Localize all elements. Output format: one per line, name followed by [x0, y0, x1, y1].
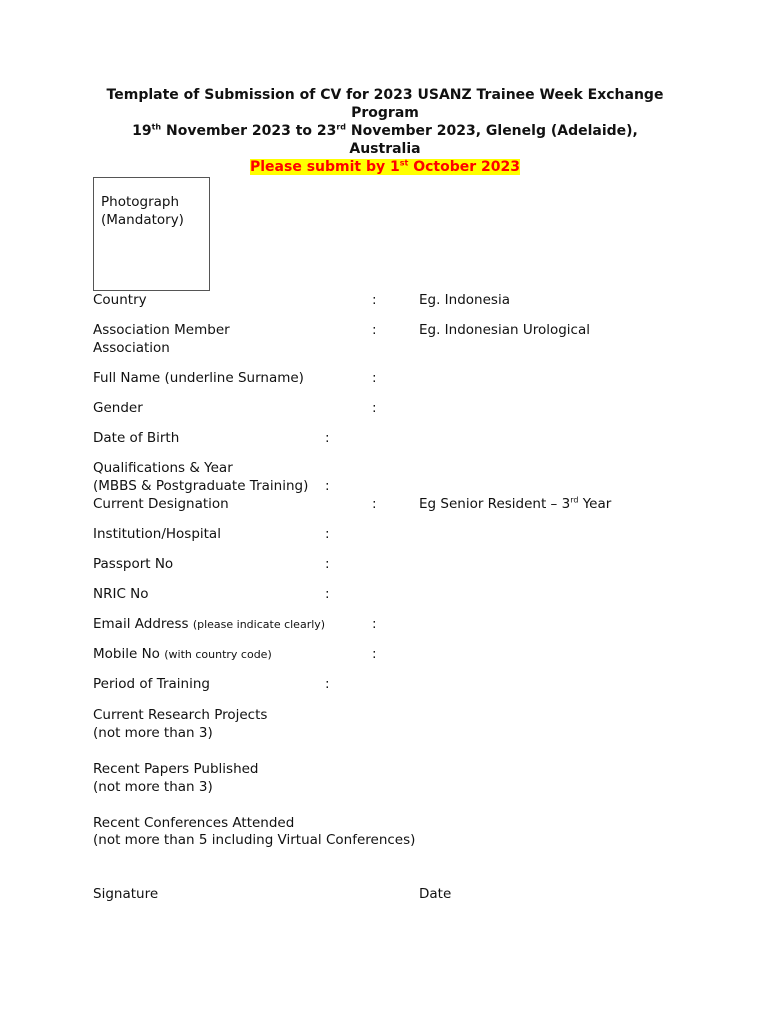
period-label: Period of Training	[93, 676, 210, 692]
gender-label: Gender	[93, 400, 143, 416]
designation-example	[419, 495, 611, 513]
papers-label-1: Recent Papers Published	[93, 761, 259, 777]
date-rest: November 2023, Glenelg (Adelaide),	[346, 123, 638, 139]
full-name-label: Full Name (underline Surname)	[93, 370, 304, 386]
photo-label-2: (Mandatory)	[101, 212, 184, 228]
title-line-1: Template of Submission of CV for 2023 USANZ Trainee Week Exchange	[106, 87, 664, 103]
association-label-1: Association Member	[93, 322, 230, 338]
mobile-label: Mobile No	[93, 646, 160, 662]
date-start-sup: th	[151, 122, 162, 132]
qualifications-label-1: Qualifications & Year	[93, 460, 233, 476]
date-mid: November 2023 to 23	[161, 123, 337, 139]
designation-label: Current Designation	[93, 496, 229, 512]
research-label-2: (not more than 3)	[93, 725, 213, 741]
photo-label-1: Photograph	[101, 194, 180, 210]
passport-label: Passport No	[93, 556, 174, 572]
gender-colon: :	[372, 400, 377, 416]
designation-example-pre: Eg Senior Resident – 3	[419, 496, 571, 512]
submit-pre: Please submit by 1	[250, 159, 400, 175]
passport-colon: :	[325, 556, 330, 572]
association-colon: :	[372, 322, 377, 338]
designation-colon: :	[372, 496, 377, 512]
signature-label: Signature	[93, 886, 159, 902]
association-example: Eg. Indonesian Urological	[419, 322, 590, 338]
dob-label: Date of Birth	[93, 430, 180, 446]
date-end-sup: rd	[336, 122, 347, 132]
mobile-colon: :	[372, 646, 377, 662]
title-dates	[0, 122, 770, 140]
submit-sup: st	[399, 158, 409, 168]
period-colon: :	[325, 676, 330, 692]
nric-label: NRIC No	[93, 586, 149, 602]
email-hint: (please indicate clearly)	[192, 618, 326, 631]
papers-label-2: (not more than 3)	[93, 779, 213, 795]
submit-deadline	[0, 158, 770, 176]
date-label: Date	[419, 886, 452, 902]
email-colon: :	[372, 616, 377, 632]
full-name-colon: :	[372, 370, 377, 386]
dob-colon: :	[325, 430, 330, 446]
title-line-4: Australia	[349, 141, 421, 157]
country-example: Eg. Indonesia	[419, 292, 510, 308]
photograph-box[interactable]	[93, 177, 210, 291]
designation-example-post: Year	[578, 496, 612, 512]
submit-post: October 2023	[408, 159, 520, 175]
email-label: Email Address	[93, 616, 189, 632]
email-label-row	[93, 615, 325, 634]
submit-highlight	[250, 159, 520, 175]
conferences-label-1: Recent Conferences Attended	[93, 815, 295, 831]
country-colon: :	[372, 292, 377, 308]
mobile-hint: (with country code)	[164, 648, 272, 661]
mobile-label-row	[93, 645, 272, 664]
association-label-2: Association	[93, 340, 170, 356]
title-line-2: Program	[351, 105, 419, 121]
institution-label: Institution/Hospital	[93, 526, 221, 542]
date-start-day: 19	[132, 123, 152, 139]
nric-colon: :	[325, 586, 330, 602]
institution-colon: :	[325, 526, 330, 542]
designation-example-sup: rd	[570, 495, 579, 505]
conferences-label-2: (not more than 5 including Virtual Conferences)	[93, 832, 416, 848]
qualifications-label-2: (MBBS & Postgraduate Training)	[93, 478, 309, 494]
research-label-1: Current Research Projects	[93, 707, 268, 723]
qualifications-colon: :	[325, 478, 330, 494]
country-label: Country	[93, 292, 147, 308]
